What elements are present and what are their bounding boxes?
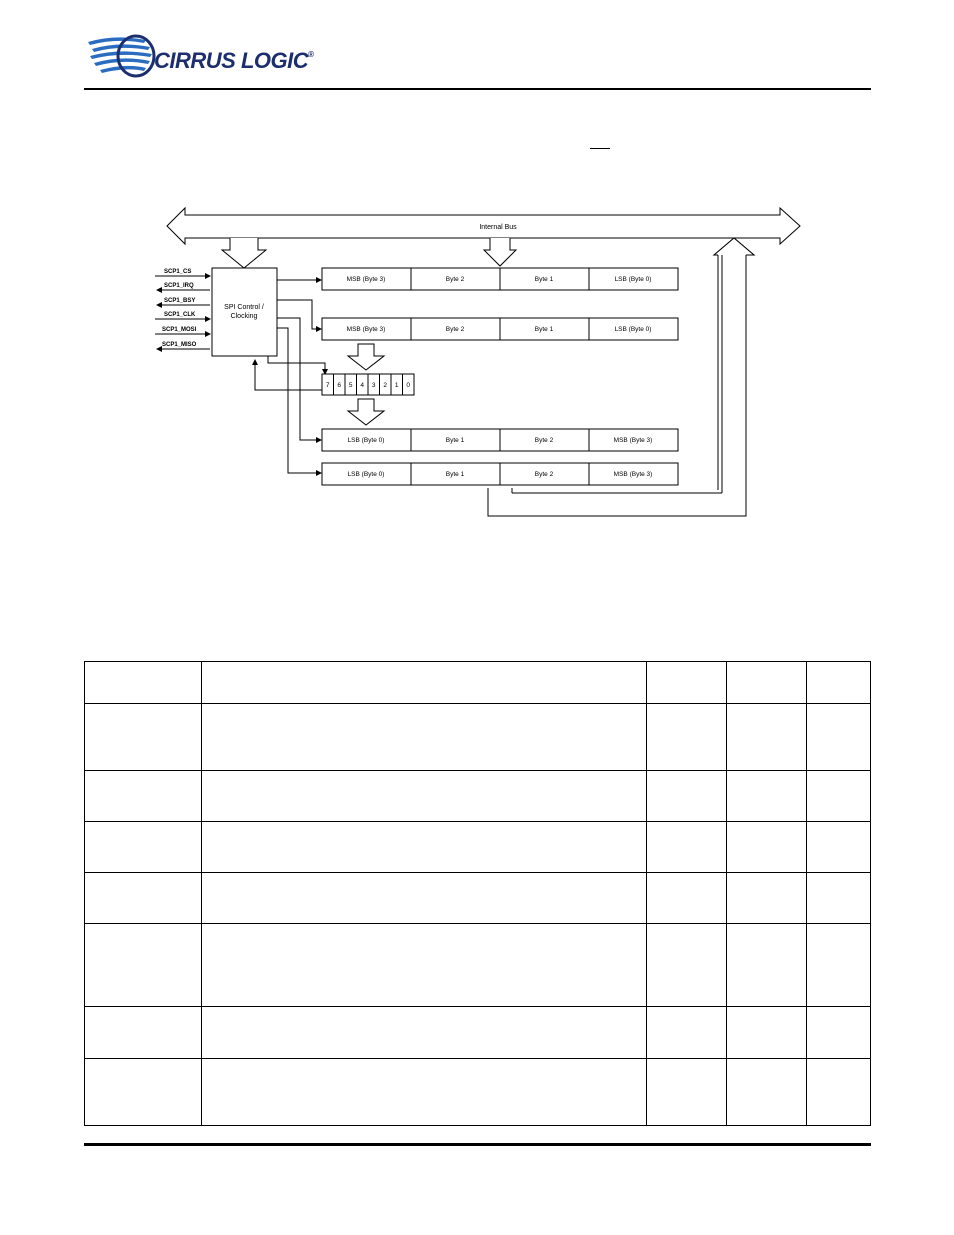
table-row bbox=[85, 662, 871, 704]
table-cell bbox=[727, 822, 807, 873]
table-cell bbox=[202, 873, 647, 924]
table-row bbox=[85, 924, 871, 1007]
register-cell-label: Byte 2 bbox=[534, 471, 554, 478]
header-rule bbox=[84, 88, 871, 90]
table-cell bbox=[727, 1007, 807, 1059]
table-cell bbox=[202, 1059, 647, 1126]
table-cell bbox=[647, 771, 727, 822]
register-cell-label: Byte 1 bbox=[445, 437, 465, 444]
table-cell bbox=[85, 924, 202, 1007]
shift-down-arrow bbox=[348, 344, 384, 370]
signal-label: SCP1_BSY bbox=[164, 298, 196, 304]
registered-mark: ® bbox=[308, 50, 314, 59]
table-cell bbox=[647, 704, 727, 771]
shift-bit-label: 2 bbox=[383, 382, 388, 389]
register-cell-label: Byte 1 bbox=[534, 326, 554, 333]
table-cell bbox=[647, 1059, 727, 1126]
table-row bbox=[85, 1007, 871, 1059]
scp-block-diagram bbox=[150, 200, 810, 530]
register-cell-label: LSB (Byte 0) bbox=[614, 326, 652, 333]
register-cell-label: LSB (Byte 0) bbox=[347, 471, 385, 478]
table-cell bbox=[807, 873, 871, 924]
internal-bus-label: Internal Bus bbox=[479, 224, 517, 231]
signal-label: SCP1_MISO bbox=[162, 342, 197, 348]
table-cell bbox=[647, 924, 727, 1007]
table-cell bbox=[807, 924, 871, 1007]
table-row bbox=[85, 873, 871, 924]
table-cell bbox=[727, 704, 807, 771]
table-cell bbox=[647, 662, 727, 704]
signal-overbar bbox=[590, 148, 610, 149]
table-cell bbox=[807, 1007, 871, 1059]
table-cell bbox=[85, 662, 202, 704]
table-cell bbox=[85, 771, 202, 822]
bus-to-register-arrow bbox=[484, 238, 516, 266]
footer-rule bbox=[84, 1143, 871, 1146]
shift-bit-label: 3 bbox=[371, 382, 376, 389]
table-cell bbox=[807, 704, 871, 771]
shift-bit-label: 4 bbox=[360, 382, 365, 389]
signal-label: SCP1_IRQ bbox=[164, 283, 194, 289]
register-cell-label: Byte 1 bbox=[445, 471, 465, 478]
register-cell-label: LSB (Byte 0) bbox=[614, 276, 652, 283]
shift-bit-label: 6 bbox=[337, 382, 342, 389]
spi-control-label-2: Clocking bbox=[230, 313, 258, 320]
table-cell bbox=[727, 924, 807, 1007]
table-cell bbox=[807, 771, 871, 822]
brand-logo bbox=[154, 48, 314, 74]
brand-name: CIRRUS LOGIC bbox=[154, 48, 309, 73]
table-cell bbox=[85, 704, 202, 771]
table-row bbox=[85, 822, 871, 873]
table-cell bbox=[202, 704, 647, 771]
register-cell-label: MSB (Byte 3) bbox=[346, 276, 386, 283]
table-cell bbox=[727, 1059, 807, 1126]
spi-control-block bbox=[212, 268, 277, 356]
table-row bbox=[85, 1059, 871, 1126]
register-cell-label: MSB (Byte 3) bbox=[613, 437, 653, 444]
register-cell-label: LSB (Byte 0) bbox=[347, 437, 385, 444]
register-cell-label: Byte 2 bbox=[534, 437, 554, 444]
table-cell bbox=[647, 873, 727, 924]
table-cell bbox=[807, 662, 871, 704]
bus-to-controller-arrow bbox=[222, 238, 266, 268]
register-cell-label: Byte 1 bbox=[534, 276, 554, 283]
table-cell bbox=[202, 1007, 647, 1059]
table-cell bbox=[727, 662, 807, 704]
shift-bit-label: 1 bbox=[394, 382, 399, 389]
table-row bbox=[85, 771, 871, 822]
signal-label: SCP1_MOSI bbox=[162, 327, 197, 333]
register-cell-label: MSB (Byte 3) bbox=[346, 326, 386, 333]
table-cell bbox=[647, 822, 727, 873]
table-cell bbox=[647, 1007, 727, 1059]
table-cell bbox=[85, 1059, 202, 1126]
shift-bit-label: 0 bbox=[406, 382, 411, 389]
table-cell bbox=[807, 1059, 871, 1126]
table-cell bbox=[807, 822, 871, 873]
register-cell-label: Byte 2 bbox=[445, 276, 465, 283]
register-cell-label: MSB (Byte 3) bbox=[613, 471, 653, 478]
register-cell-label: Byte 2 bbox=[445, 326, 465, 333]
table-cell bbox=[202, 662, 647, 704]
table-cell bbox=[202, 822, 647, 873]
table-cell bbox=[727, 873, 807, 924]
table-cell bbox=[85, 822, 202, 873]
shift-down-arrow bbox=[348, 399, 384, 425]
table-cell bbox=[85, 1007, 202, 1059]
signal-label: SCP1_CLK bbox=[164, 312, 196, 318]
signal-label: SCP1_CS bbox=[164, 269, 192, 275]
table-cell bbox=[85, 873, 202, 924]
table-row bbox=[85, 704, 871, 771]
table-cell bbox=[202, 771, 647, 822]
table-cell bbox=[202, 924, 647, 1007]
parameter-table bbox=[84, 661, 871, 1126]
shift-bit-label: 7 bbox=[325, 382, 330, 389]
shift-bit-label: 5 bbox=[348, 382, 353, 389]
spi-control-label-1: SPI Control / bbox=[224, 304, 264, 311]
table-cell bbox=[727, 771, 807, 822]
